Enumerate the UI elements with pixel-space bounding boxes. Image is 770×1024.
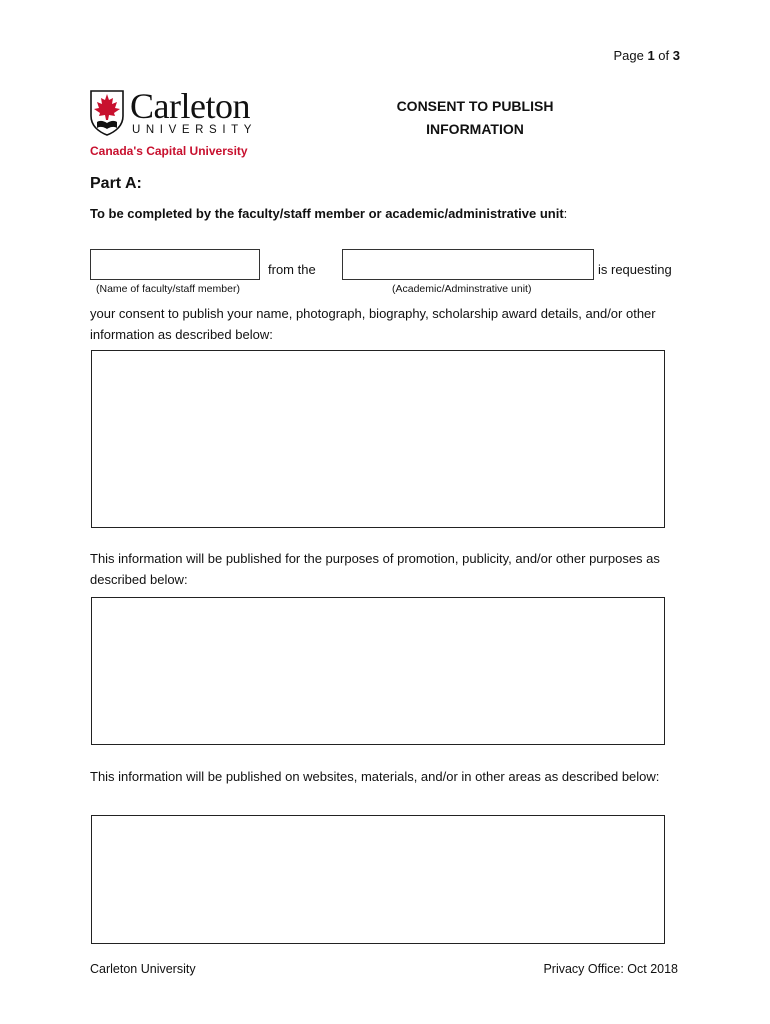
logo-university: UNIVERSITY [132, 124, 258, 136]
logo-wordmark: Carleton [130, 86, 250, 126]
requesting-text: is requesting [598, 262, 672, 277]
footer-organization: Carleton University [90, 962, 196, 976]
page-number [613, 48, 680, 63]
page-current: 1 [647, 48, 655, 63]
title-line-2: INFORMATION [426, 121, 524, 137]
carleton-logo [90, 86, 265, 162]
location-paragraph: This information will be published on websites, materials, and/or in other areas as described below: [90, 769, 660, 784]
part-a-heading: Part A: [90, 175, 142, 192]
document-title [370, 95, 580, 141]
title-line-1: CONSENT TO PUBLISH [396, 98, 554, 114]
location-description-field[interactable] [91, 815, 665, 944]
name-field[interactable] [90, 249, 260, 280]
footer-office-date: Privacy Office: Oct 2018 [543, 962, 678, 976]
purpose-paragraph: This information will be published for the purposes of promotion, publicity, and/or other purposes as described below: [90, 551, 660, 587]
purpose-description-field[interactable] [91, 597, 665, 745]
logo-tagline: Canada's Capital University [90, 144, 248, 158]
page-label: Page [613, 48, 644, 63]
consent-paragraph: your consent to publish your name, photograph, biography, scholarship award details, and/or other information as described below: [90, 306, 656, 342]
instruction-text: To be completed by the faculty/staff member or academic/administrative unit [90, 206, 564, 221]
information-description-field[interactable] [91, 350, 665, 528]
name-field-caption: (Name of faculty/staff member) [96, 283, 240, 295]
unit-field[interactable] [342, 249, 594, 280]
maple-leaf-shield-icon [90, 90, 124, 136]
part-a-instruction [90, 206, 567, 221]
page-of: of [658, 48, 670, 63]
page-total: 3 [672, 48, 680, 63]
instruction-colon: : [563, 206, 568, 221]
from-text: from the [268, 262, 316, 277]
unit-field-caption: (Academic/Adminstrative unit) [392, 283, 532, 295]
